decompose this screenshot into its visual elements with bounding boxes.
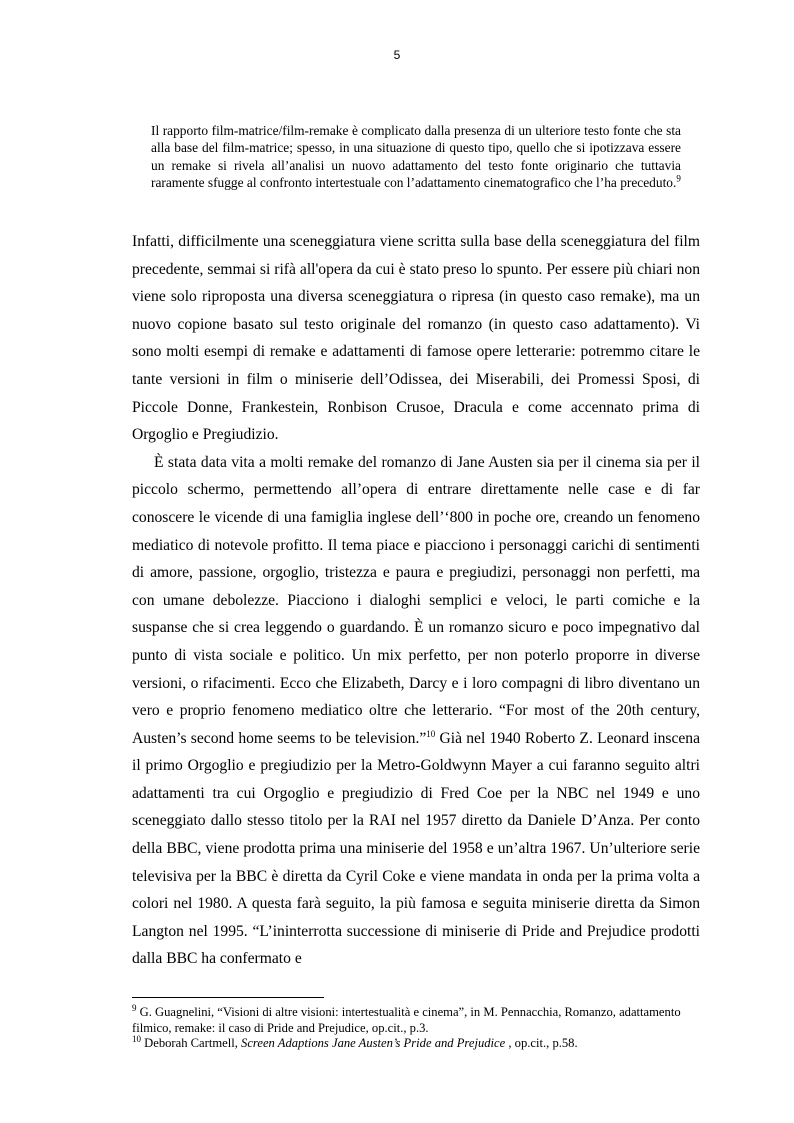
paragraph-2-part-a: È stata data vita a molti remake del romanzo di Jane Austen sia per il cinema sia per il piccolo schermo, permettendo all’opera di entrare direttamente nelle case e di far conoscere le vicende di una famiglia inglese dell’‘800 in poche ore, creando un fenomeno mediatico di notevole profitto. Il tema piace e piacciono i personaggi carichi di sentimenti di amore, passione, orgoglio, tristezza e paura e pregiudizi, personaggi non perfetti, ma con umane debolezze. Piacciono i dialoghi semplici e veloci, le parti comiche e la suspanse che si crea leggendo o guardando. È un romanzo sicuro e poco impegnativo dal punto di vista sociale e politico. Un mix perfetto, per non poterlo proporre in diverse versioni, o rifacimenti. Ecco che Elizabeth, Darcy e i loro compagni di libro diventano un vero e proprio fenomeno mediatico oltre che letterario. “For most of the 20th century, Austen’s second home seems to be television.” — [132, 453, 700, 747]
paragraph-2 — [132, 449, 700, 973]
footnote-10-number: 10 — [132, 1034, 141, 1044]
footnote-9 — [132, 1002, 700, 1036]
footnote-10-author: Deborah Cartmell, — [141, 1036, 242, 1051]
page-number: 5 — [393, 48, 401, 62]
footnote-separator — [132, 997, 324, 998]
paragraph-1: Infatti, difficilmente una sceneggiatura viene scritta sulla base della sceneggiatura del film precedente, semmai si rifà all'opera da cui è stato preso lo spunto. Per essere più chiari non viene solo riproposta una diversa sceneggiatura o ripresa (in questo caso remake), ma un nuovo copione basato sul testo originale del romanzo (in questo caso adattamento). Vi sono molti esempi di remake e adattamenti di famose opere letterarie: potremmo citare le tante versioni in film o miniserie dell’Odissea, dei Miserabili, dei Promessi Sposi, di Piccole Donne, Frankestein, Ronbison Crusoe, Dracula e come accennato prima di Orgoglio e Pregiudizio. — [132, 233, 700, 444]
paragraph-2-part-b: Già nel 1940 Roberto Z. Leonard inscena il primo Orgoglio e pregiudizio per la Metro-Goldwynn Mayer a cui faranno seguito altri adattamenti tra cui Orgoglio e pregiudizio di Fred Coe per la NBC nel 1949 e uno sceneggiato dallo stesso titolo per la RAI nel 1957 diretto da Daniele D’Anza. Per conto della BBC, viene prodotta prima una miniserie del 1958 e un’altra 1967. Un’ulteriore serie televisiva per la BBC è diretta da Cyril Coke e viene mandata in onda per la prima volta a colori nel 1980. A questa farà seguito, la più famosa e seguita miniserie diretta da Simon Langton nel 1995. “L’ininterrotta successione di miniserie di Pride and Prejudice prodotti dalla BBC ha confermato e — [132, 729, 700, 968]
footnote-10 — [132, 1036, 700, 1052]
footnote-9-text: G. Guagnelini, “Visioni di altre visioni: intertestualità e cinema”, in M. Pennacchia, Romanzo, adattamento filmico, remake: il caso di Pride and Prejudice, op.cit., p.3. — [132, 1005, 681, 1035]
footnotes — [132, 1002, 700, 1052]
footnote-10-title: Screen Adaptions Jane Austen’s Pride and Prejudice — [241, 1036, 506, 1051]
footnote-ref-9: 9 — [676, 173, 681, 184]
footnote-9-number: 9 — [132, 1002, 137, 1013]
footnote-10-rest: , op.cit., p.58. — [505, 1036, 578, 1051]
footnote-ref-10: 10 — [426, 728, 436, 739]
quote-text: Il rapporto film-matrice/film-remake è complicato dalla presenza di un ulteriore testo fonte che sta alla base del film-matrice; spesso, in una situazione di questo tipo, quello che si ipotizzava essere un remake si rivela all’analisi un nuovo adattamento del testo fonte originario che tuttavia raramente sfugge al confronto intertestuale con l’adattamento cinematografico che l’ha preceduto. — [151, 123, 681, 191]
body-text — [132, 228, 700, 973]
block-quote — [151, 122, 681, 192]
